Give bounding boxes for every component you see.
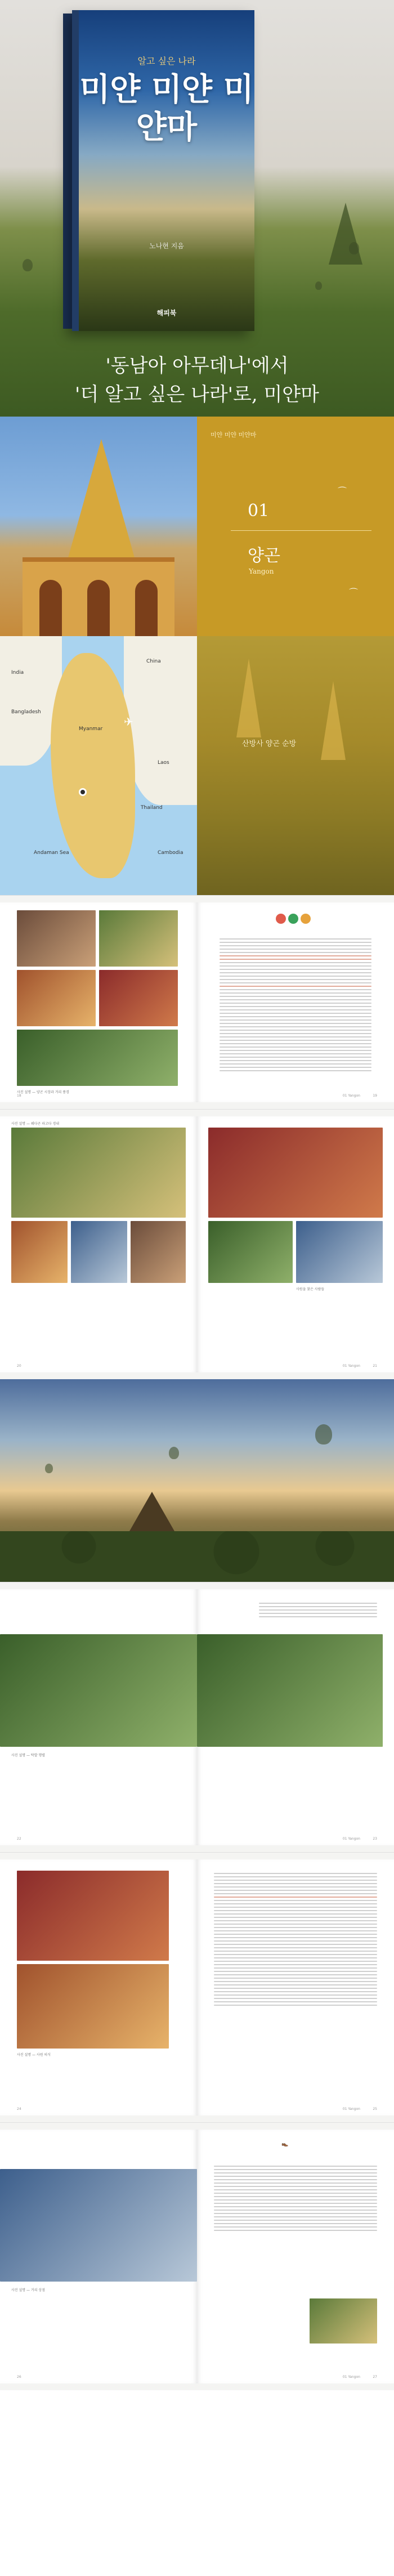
chapter-city: 양곤 bbox=[248, 546, 280, 566]
running-head: 01 Yangon bbox=[342, 1837, 360, 1841]
location-pin-icon bbox=[79, 788, 87, 796]
right-page bbox=[197, 2130, 394, 2383]
map-spread bbox=[0, 636, 394, 895]
tree-line bbox=[0, 1531, 394, 1582]
running-head: 01 Yangon bbox=[342, 2375, 360, 2379]
red-chip-icon bbox=[276, 914, 286, 924]
cover-subtitle: 알고 싶은 나라 bbox=[137, 56, 196, 66]
pagoda-arch bbox=[39, 580, 62, 636]
page-number: 19 bbox=[373, 1094, 377, 1098]
courtyard-photo bbox=[296, 1221, 383, 1283]
left-page bbox=[0, 2130, 197, 2383]
photo-caption: 사진 설명 — 사원 의식 bbox=[17, 2053, 51, 2057]
airplane-icon: ✈ bbox=[124, 715, 133, 728]
map-label: Thailand bbox=[141, 805, 163, 811]
book-spread bbox=[0, 1582, 394, 1852]
procession-photo bbox=[197, 1634, 383, 1747]
right-page bbox=[197, 1589, 394, 1845]
right-page bbox=[197, 1116, 394, 1372]
book-spread bbox=[0, 2122, 394, 2390]
right-page bbox=[197, 902, 394, 1102]
pagoda-visit-photo bbox=[208, 1128, 383, 1218]
pagoda-arch bbox=[135, 580, 158, 636]
tagline-line: '더 알고 싶은 나라'로, 미얀마 bbox=[74, 383, 319, 406]
book-spread bbox=[0, 895, 394, 1109]
book-logo: 미얀 미얀 미얀마 bbox=[211, 431, 257, 439]
visitor-photo bbox=[131, 1221, 186, 1283]
photo-caption: 산방사 양곤 순방 bbox=[242, 740, 297, 748]
tagline-line: '동남아 아무데나'에서 bbox=[105, 355, 289, 377]
shoe-icon: 👞 bbox=[281, 2141, 289, 2147]
small-photo bbox=[310, 2298, 377, 2344]
pagoda-spire bbox=[321, 681, 346, 760]
page-number: 24 bbox=[17, 2107, 21, 2111]
photo-caption: 사진 설명 — 거리 상점 bbox=[11, 2288, 45, 2292]
chapter-city-en: Yangon bbox=[249, 567, 274, 575]
map-label: China bbox=[146, 659, 161, 664]
cover-title: 미얀 미얀 미얀마 bbox=[79, 71, 254, 146]
photo-caption: 사진 설명 — 쉐다곤 파고다 경내 bbox=[11, 1122, 60, 1126]
map-country-myanmar bbox=[51, 653, 135, 878]
temple-silhouette-icon bbox=[129, 1492, 174, 1531]
page-number: 22 bbox=[17, 1837, 21, 1841]
icon-chips bbox=[276, 914, 311, 924]
pagoda-spire bbox=[236, 659, 261, 737]
book-cover bbox=[72, 10, 254, 331]
map-label: Bangladesh bbox=[11, 709, 41, 715]
balloon-icon bbox=[349, 242, 359, 254]
pagoda-arch bbox=[87, 580, 110, 636]
cover-section bbox=[0, 0, 394, 417]
ceremony-photo bbox=[17, 1964, 169, 2049]
photo-caption: 사원을 찾은 사람들 bbox=[296, 1287, 325, 1291]
running-head: 01 Yangon bbox=[342, 2107, 360, 2111]
street-photo bbox=[99, 910, 178, 967]
map-label: Andaman Sea bbox=[34, 850, 69, 856]
balloon-icon bbox=[315, 281, 322, 290]
bird-icon: ⌒ bbox=[349, 587, 359, 598]
people-photo bbox=[99, 970, 178, 1026]
left-page bbox=[0, 1859, 197, 2116]
cover-publisher: 해피북 bbox=[156, 309, 177, 317]
bagan-landscape-photo bbox=[0, 1379, 394, 1582]
body-text bbox=[214, 2163, 377, 2233]
running-head: 01 Yangon bbox=[342, 1094, 360, 1098]
left-page bbox=[0, 1116, 197, 1372]
chapter-opener bbox=[0, 417, 394, 636]
page-number: 23 bbox=[373, 1837, 377, 1841]
map-label: Laos bbox=[158, 760, 169, 766]
page-number: 18 bbox=[17, 1094, 21, 1098]
green-chip-icon bbox=[288, 914, 298, 924]
page-number: 26 bbox=[17, 2375, 21, 2379]
map-label: India bbox=[11, 670, 24, 676]
people-photo bbox=[17, 970, 96, 1026]
myanmar-map bbox=[0, 636, 197, 895]
left-page bbox=[0, 902, 197, 1102]
running-head: 01 Yangon bbox=[342, 1364, 360, 1368]
crowd-photo bbox=[17, 1030, 178, 1086]
pagoda-silhouette-icon bbox=[329, 203, 362, 265]
page-number: 25 bbox=[373, 2107, 377, 2111]
balloon-icon bbox=[169, 1447, 179, 1459]
page-number: 27 bbox=[373, 2375, 377, 2379]
divider bbox=[231, 530, 371, 531]
left-page bbox=[0, 1589, 197, 1845]
body-text bbox=[259, 1600, 377, 1620]
visitor-photo bbox=[71, 1221, 127, 1283]
procession-photo bbox=[0, 1634, 197, 1747]
map-label: Cambodia bbox=[158, 850, 183, 856]
cover-tagline bbox=[0, 352, 394, 409]
book-spread bbox=[0, 1852, 394, 2122]
photo-caption: 사진 설명 — 양곤 시장과 거리 풍경 bbox=[17, 1090, 69, 1094]
courtyard-photo bbox=[208, 1221, 293, 1283]
map-label: Myanmar bbox=[79, 726, 103, 732]
monk-photo bbox=[11, 1221, 68, 1283]
cover-author: 노나현 지음 bbox=[149, 242, 184, 250]
page-number: 20 bbox=[17, 1364, 21, 1368]
right-page bbox=[197, 1859, 394, 2116]
photo-caption: 사진 설명 — 탁발 행렬 bbox=[11, 1754, 45, 1757]
market-photo bbox=[17, 910, 96, 967]
book-spread bbox=[0, 1109, 394, 1379]
orange-chip-icon bbox=[301, 914, 311, 924]
body-text bbox=[214, 1871, 377, 2008]
golden-pagoda-photo bbox=[197, 636, 394, 895]
temple-photo bbox=[11, 1128, 186, 1218]
pagoda-photo bbox=[0, 417, 197, 636]
balloon-icon bbox=[23, 259, 33, 271]
bird-icon: ⌒ bbox=[338, 486, 347, 497]
ceremony-photo bbox=[17, 1871, 169, 1961]
balloon-icon bbox=[315, 1424, 332, 1444]
balloon-icon bbox=[45, 1464, 53, 1473]
chapter-title-panel bbox=[197, 417, 394, 636]
street-shop-photo bbox=[0, 2169, 197, 2282]
chapter-number: 01 bbox=[248, 501, 270, 521]
page-number: 21 bbox=[373, 1364, 377, 1368]
body-text bbox=[220, 936, 371, 1074]
